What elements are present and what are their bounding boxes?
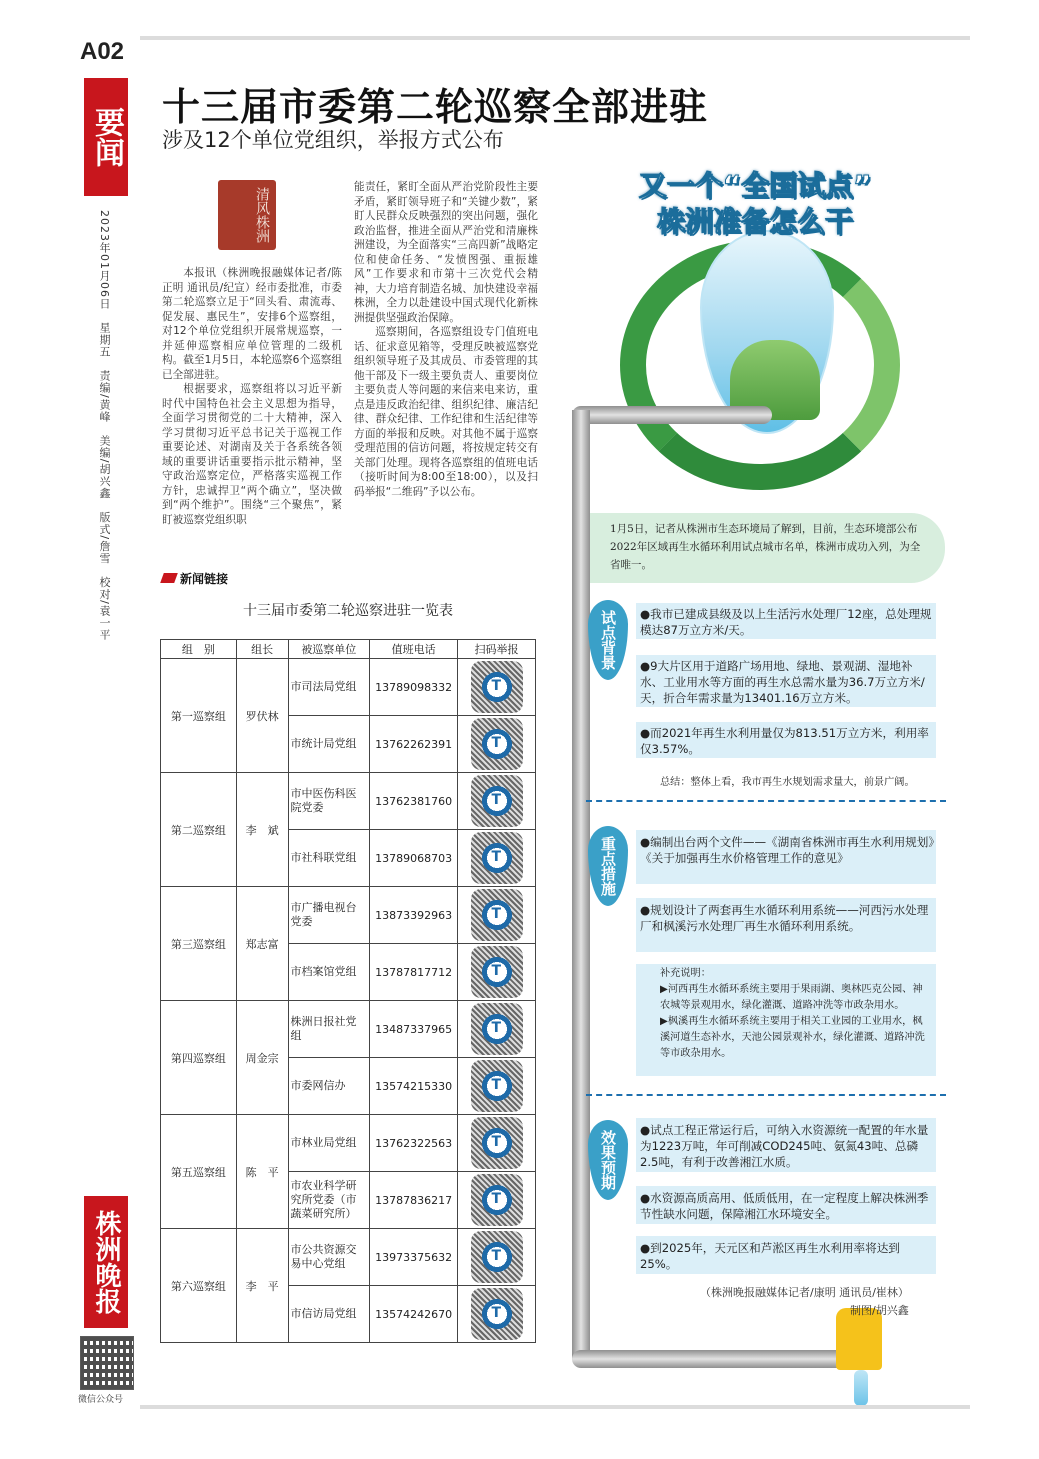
unit-name: 市社科联党组 [288,830,370,887]
unit-name: 市林业局党组 [288,1115,370,1172]
supplement-block [660,966,930,1062]
water-stream-icon [854,1370,868,1406]
report-qr-icon[interactable] [471,1174,523,1226]
bullet: ●规划设计了两套再生水循环利用系统——河西污水处理厂和枫溪污水处理厂再生水循环利用系统。 [640,903,929,933]
bullet: ●我市已建成县级及以上生活污水处理厂12座，总处理规模达87万立方米/天。 [640,607,932,637]
dashed-divider [586,800,946,802]
report-qr-icon[interactable] [471,1288,523,1340]
report-qr-icon[interactable] [471,889,523,941]
duty-phone: 13789098332 [370,659,458,716]
pipe-vertical [572,410,590,1360]
duty-phone: 13787836217 [370,1172,458,1229]
news-link-icon [160,573,178,583]
paragraph: 根据要求，巡察组将以习近平新时代中国特色社会主义思想为指导，全面学习贯彻党的二十大精神，深入学习贯彻习近平总书记关于巡视工作重要论述、对湖南及关于各系统各领域的重要讲话重要指示批示精神，坚守政治巡察定位，严格落实巡视工作方针，忠诚捍卫“两个确立”，坚决做到“两个维护”。围绕“三个聚焦”，紧盯被巡察党组织职 [162,383,342,526]
report-qr-cell[interactable] [458,887,536,944]
header-phone: 值班电话 [370,640,458,659]
bullet: ●9大片区用于道路广场用地、绿地、景观湖、湿地补水、工业用水等方面的再生水总需水量为36.7万立方米/天，折合年需求量为13401.16万立方米。 [640,659,925,705]
top-rule [140,36,970,40]
report-qr-icon[interactable] [471,661,523,713]
unit-name: 市委网信办 [288,1058,370,1115]
header-group: 组 别 [161,640,237,659]
bullet: ●试点工程正常运行后，可纳入水资源统一配置的年水量为1223万吨，年可削减COD245吨、氨氮43吨、总磷2.5吨，有利于改善湘江水质。 [640,1123,929,1169]
group-name: 第六巡察组 [161,1229,237,1343]
header-leader: 组长 [236,640,288,659]
paragraph: 本报讯（株洲晚报融媒体记者/陈正明 通讯员/纪宣）经市委批准，市委第二轮巡察立足于“回头看、肃流毒、促发展、惠民生”，安排6个巡察组，对12个单位党组织开展常规巡察，一并延伸巡察相应单位管理的二级机构。截至1月5日，本轮巡察6个巡察组已全部进驻。 [162,267,342,381]
supplement-title: 补充说明： [660,968,711,979]
paragraph: 能责任，紧盯全面从严治党阶段性主要矛盾，紧盯领导班子和“关键少数”，紧盯人民群众反映强烈的突出问题，强化政治监督，推进全面从严治党和清廉株洲建设，为全面落实“三高四新”战略定位和使命任务、“发愤图强、重振雄风”工作要求和市第十三次党代会精神，大力培育制造名城、加快建设幸福株洲，全力以赴建设中国式现代化新株洲提供坚强政治保障。 [354,181,538,324]
group-leader: 李 平 [236,1229,288,1343]
table-header-row [161,640,536,659]
duty-phone: 13762322563 [370,1115,458,1172]
infographic-title [610,168,900,240]
supplement-item: ▶河西再生水循环系统主要用于果雨湖、奥林匹克公园、神农城等景观用水，绿化灌溉、道路冲洗等市政杂用水。 [660,984,923,1011]
table-row [161,1115,536,1172]
table-row [161,887,536,944]
infographic-title-line1: 又一个“全国试点” [638,169,872,202]
patrol-table [160,639,536,1343]
report-qr-icon[interactable] [471,946,523,998]
duty-phone: 13574215330 [370,1058,458,1115]
article-column-2 [354,180,538,499]
unit-name: 市统计局党组 [288,716,370,773]
report-qr-cell[interactable] [458,1229,536,1286]
news-link-label: 新闻链接 [180,572,229,586]
headline: 十三届市委第二轮巡察全部进驻 [162,85,709,129]
group-name: 第一巡察组 [161,659,237,773]
group-name: 第二巡察组 [161,773,237,887]
unit-name: 市中医伤科医院党委 [288,773,370,830]
unit-name: 市广播电视台党委 [288,887,370,944]
table-row [161,1229,536,1286]
header-qr: 扫码举报 [458,640,536,659]
report-qr-icon[interactable] [471,1231,523,1283]
duty-phone: 13787817712 [370,944,458,1001]
unit-name: 市档案馆党组 [288,944,370,1001]
paragraph: 巡察期间，各巡察组设专门值班电话、征求意见箱等，受理反映被巡察党组织领导班子及其成员、市委管理的其他干部及下一级主要负责人、重要岗位主要负责人等问题的来信来电来访，重点是违反政治纪律、组织纪律、廉洁纪律、群众纪律、工作纪律和生活纪律等方面的举报和反映。对其他不属于巡察受理范围的信访问题，将按规定转交有关部门处理。现将各巡察组的值班电话（接听时间为8:00至18:00），以及扫码举报“二维码”予以公布。 [354,326,538,498]
qr-label: 微信公众号 [78,1395,124,1405]
duty-phone: 13574242670 [370,1286,458,1343]
group-leader: 罗伏林 [236,659,288,773]
duty-phone: 13762262391 [370,716,458,773]
duty-phone: 13973375632 [370,1229,458,1286]
bullet: ●水资源高质高用、低质低用，在一定程度上解决株洲季节性缺水问题，保障湘江水环境安全。 [640,1191,929,1221]
report-qr-icon[interactable] [471,1060,523,1112]
section-label-background: 试点背景 [588,600,628,680]
wechat-qr-icon[interactable] [80,1336,134,1390]
report-qr-cell[interactable] [458,944,536,1001]
report-qr-cell[interactable] [458,716,536,773]
group-leader: 郑志富 [236,887,288,1001]
group-leader: 陈 平 [236,1115,288,1229]
report-qr-icon[interactable] [471,1003,523,1055]
bullet: ●到2025年，天元区和芦淞区再生水利用率将达到25%。 [640,1241,900,1271]
header-unit: 被巡察单位 [288,640,370,659]
group-leader: 李 斌 [236,773,288,887]
table-row [161,773,536,830]
group-leader: 周金宗 [236,1001,288,1115]
summary-note: 总结：整体上看，我市再生水规划需求量大，前景广阔。 [660,777,915,788]
pipe-bottom [572,1350,852,1368]
duty-phone: 13873392963 [370,887,458,944]
group-name: 第四巡察组 [161,1001,237,1115]
report-qr-cell[interactable] [458,1115,536,1172]
report-qr-cell[interactable] [458,1286,536,1343]
report-qr-icon[interactable] [471,775,523,827]
intro-text: 1月5日，记者从株洲市生态环境局了解到，目前，生态环境部公布2022年区域再生水循环利用试点城市名单，株洲市成功入列，为全省唯一。 [610,523,921,571]
report-qr-cell[interactable] [458,830,536,887]
section-tag: 要闻 [84,78,128,196]
dashed-divider [586,1094,946,1096]
section-label-effects: 效果预期 [588,1120,628,1200]
supplement-item: ▶枫溪再生水循环系统主要用于相关工业园的工业用水，枫溪河道生态补水，天池公园景观补水，绿化灌溉、道路冲洗等市政杂用水。 [660,1016,925,1059]
duty-phone: 13487337965 [370,1001,458,1058]
duty-phone: 13789068703 [370,830,458,887]
report-qr-icon[interactable] [471,718,523,770]
reporter-credit: （株洲晚报融媒体记者/康明 通讯员/崔林） [700,1286,909,1299]
bullet: ●而2021年再生水利用量仅为813.51万立方米，利用率仅3.57%。 [640,726,929,756]
table-title: 十三届市委第二轮巡察进驻一览表 [243,603,453,619]
report-qr-cell[interactable] [458,1058,536,1115]
unit-name: 市司法局党组 [288,659,370,716]
table-row [161,1001,536,1058]
brand-logo: 株洲晚报 [84,1196,128,1328]
report-qr-cell[interactable] [458,1001,536,1058]
bullet: ●编制出台两个文件——《湖南省株洲市再生水利用规划》《关于加强再生水价格管理工作的意见》 [640,835,935,865]
table-row [161,659,536,716]
infographic-title-line2: 株洲准备怎么干 [656,205,853,238]
report-qr-cell[interactable] [458,1172,536,1229]
report-qr-icon[interactable] [471,1117,523,1169]
group-name: 第三巡察组 [161,887,237,1001]
unit-name: 市公共资源交易中心党组 [288,1229,370,1286]
page-number: A02 [80,38,125,65]
subhead: 涉及12个单位党组织，举报方式公布 [162,128,504,152]
unit-name: 株洲日报社党组 [288,1001,370,1058]
unit-name: 市农业科学研究所党委（市蔬菜研究所） [288,1172,370,1229]
drawing-credit: 制图/胡兴鑫 [850,1304,909,1317]
unit-name: 市信访局党组 [288,1286,370,1343]
pipe-top [572,406,772,424]
section-label-measures: 重点措施 [588,826,628,906]
report-qr-icon[interactable] [471,832,523,884]
report-qr-cell[interactable] [458,773,536,830]
news-link-header [162,570,228,587]
dateline: 2023年01月06日 星期五 责编/黄峰 美编/胡兴鑫 版式/詹雪 校对/袁一平 [98,210,111,641]
seal-stamp: 清风株洲 [218,180,276,250]
report-qr-cell[interactable] [458,659,536,716]
article-column-1 [162,266,342,527]
duty-phone: 13762381760 [370,773,458,830]
bottom-rule [140,1405,970,1409]
group-name: 第五巡察组 [161,1115,237,1229]
